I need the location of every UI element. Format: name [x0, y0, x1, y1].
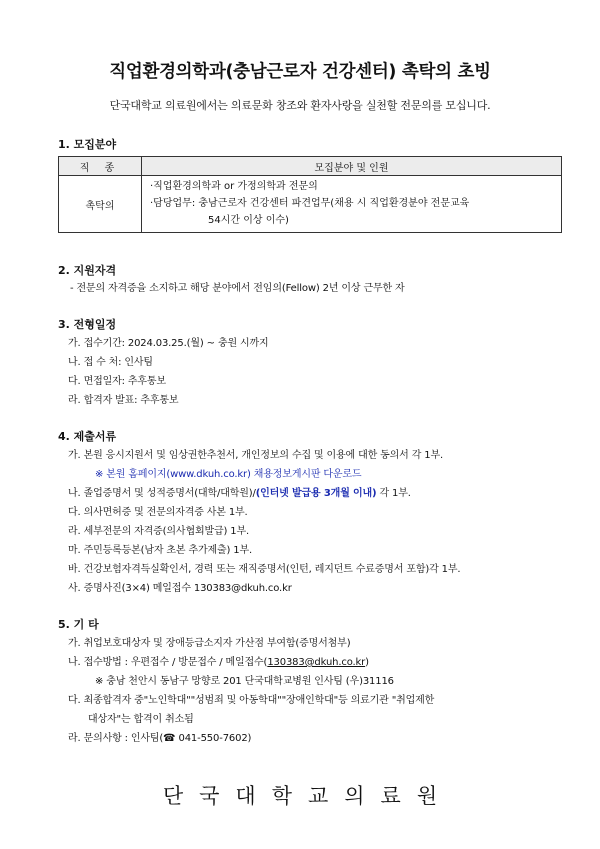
document-item: 가. 본원 응시지원서 및 임상권한추천서, 개인정보의 수집 및 이용에 대한 동의서 각 1부.: [68, 450, 443, 461]
footer-organization: 단국대학교의료원: [162, 784, 454, 808]
email-link[interactable]: 130383@dkuh.co.kr: [267, 657, 366, 668]
document-item: 마. 주민등록등본(남자 초본 추가제출) 1부.: [68, 545, 253, 556]
schedule-item: 다. 면접일자: 추후통보: [68, 376, 166, 387]
document-item: 라. 세부전문의 자격증(의사협회발급) 1부.: [68, 526, 250, 537]
schedule-item: 가. 접수기간: 2024.03.25.(월) ~ 충원 시까지: [68, 338, 269, 349]
recruitment-table: [58, 156, 562, 233]
section-heading-qualification: 2. 지원자격: [58, 264, 117, 277]
schedule-item: 라. 합격자 발표: 추후통보: [68, 395, 179, 406]
others-item: 다. 최종합격자 중"노인학대""성범죄 및 아동학대""장애인학대"등 의료기관 "취업제한: [68, 695, 435, 706]
document-item: 바. 건강보험자격득실확인서, 경력 또는 재직증명서(인턴, 레지던트 수료증명서 포함)각 1부.: [68, 564, 461, 575]
others-item-text: ): [365, 657, 369, 668]
detail-line: 54시간 이상 이수): [208, 215, 289, 226]
document-item: [68, 484, 411, 499]
table-row: [59, 176, 562, 233]
homepage-download-note: ※ 본원 홈페이지(www.dkuh.co.kr) 채용정보게시판 다운로드: [95, 469, 362, 480]
others-item: 라. 문의사항 : 인사팀(☎ 041-550-7602): [68, 733, 252, 744]
table-header-field: 모집분야 및 인원: [142, 157, 562, 176]
schedule-item: 나. 접 수 처: 인사팀: [68, 357, 153, 368]
document-item-text: 나. 졸업증명서 및 성적증명서(대학/대학원)/: [68, 488, 256, 499]
others-item-text: 나. 접수방법 : 우편접수 / 방문접수 / 메일접수(: [68, 657, 268, 668]
others-item: [68, 653, 369, 668]
section-heading-recruitment: 1. 모집분야: [58, 138, 117, 151]
page-title: 직업환경의학과(충남근로자 건강센터) 촉탁의 초빙: [109, 62, 491, 82]
document-item-text: 각 1부.: [376, 488, 411, 499]
intro-text: 단국대학교 의료원에서는 의료문화 창조와 환자사랑을 실천할 전문의를 모십니다.: [109, 99, 491, 112]
table-header-row: [59, 157, 562, 176]
issue-period-note: (인터넷 발급용 3개월 이내): [255, 488, 377, 499]
section-heading-schedule: 3. 전형일정: [58, 318, 117, 331]
section-heading-others: 5. 기 타: [58, 618, 99, 631]
detail-line: ·직업환경의학과 or 가정의학과 전문의: [150, 181, 318, 192]
table-header-job-type: 직 종: [59, 157, 142, 176]
address-note: ※ 충남 천안시 동남구 망향로 201 단국대학교병원 인사팀 (우)31116: [95, 676, 394, 687]
table-cell-detail: [142, 176, 562, 233]
others-item: 가. 취업보호대상자 및 장애등급소지자 가산점 부여함(증명서첨부): [68, 638, 351, 649]
detail-line: ·담당업무: 충남근로자 건강센터 파견업무(채용 시 직업환경분야 전문교육: [150, 198, 470, 209]
section-heading-documents: 4. 제출서류: [58, 430, 117, 443]
qualification-text: - 전문의 자격증을 소지하고 해당 분야에서 전임의(Fellow) 2년 이상 근무한 자: [70, 283, 405, 294]
table-cell-job-type: 촉탁의: [59, 176, 142, 233]
document-item: 다. 의사면허증 및 전문의자격증 사본 1부.: [68, 507, 248, 518]
others-item-continued: 대상자"는 합격이 취소됨: [88, 714, 194, 725]
document-item: 사. 증명사진(3×4) 메일접수 130383@dkuh.co.kr: [68, 583, 292, 594]
